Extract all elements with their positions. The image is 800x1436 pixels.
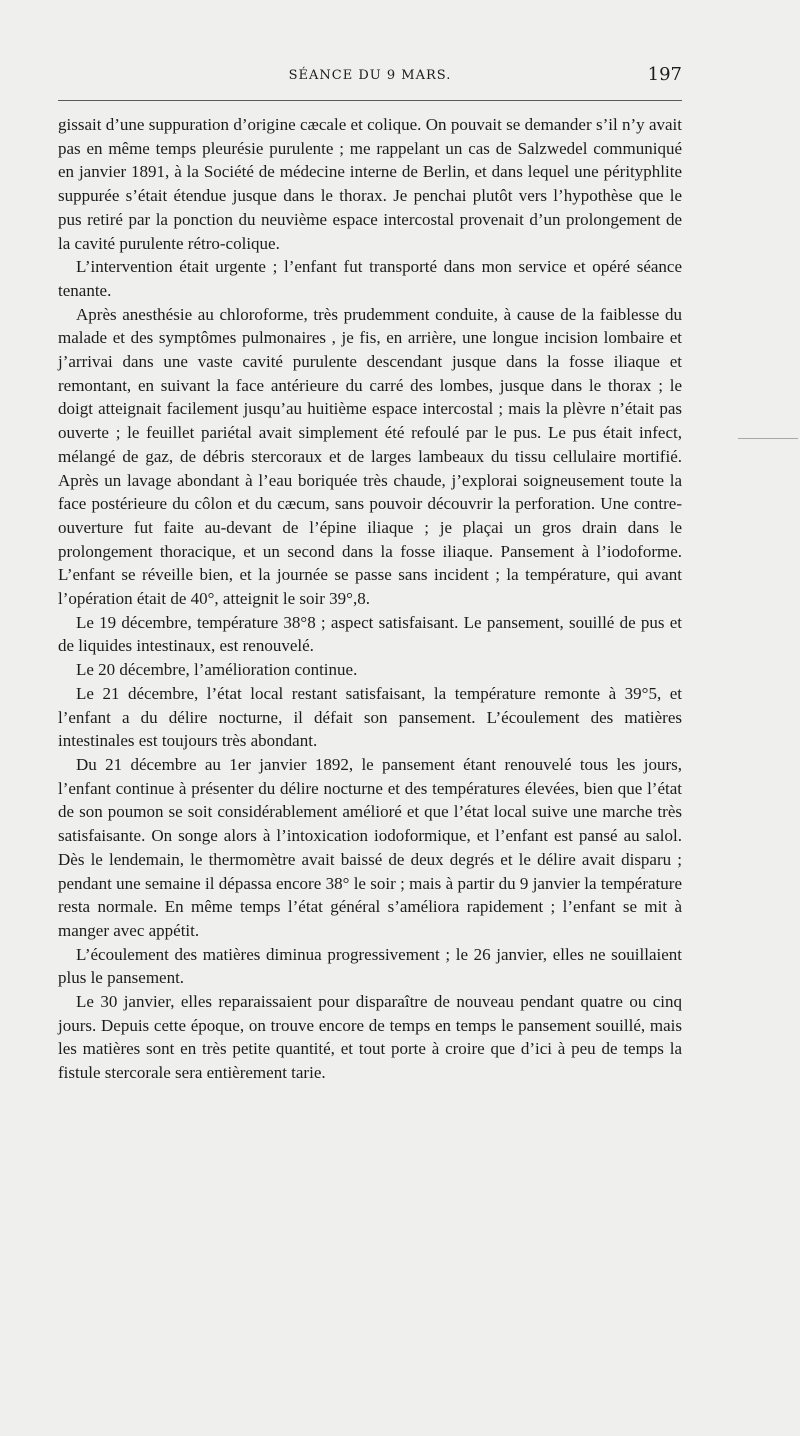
paragraph-30-january: Le 30 janvier, elles reparaissaient pour disparaître de nouveau pendant quatre ou cinq jours. Depuis cette époque, on trouve encore de temps en temps le pansement souillé, mais les matières sont en très petite quantité, et tout porte à croire que d’ici à peu de temps la fistule stercorale sera entièrement tarie. — [58, 992, 682, 1083]
paragraph-20-december: Le 20 décembre, l’amélioration continue. — [76, 660, 358, 680]
paragraph-21-december-to-1-january: Du 21 décembre au 1er janvier 1892, le pansement étant renouvelé tous les jours, l’enfant continue à présenter du délire nocturne et des températures élevées, bien que l’état de son poumon se soit considérablement amélioré et que l’état local suive une marche très satisfaisante. On songe alors à l’intoxication iodoformique, et l’enfant est pansé au salol. Dès le lendemain, le thermomètre avait baissé de deux degrés et le délire avait disparu ; pendant une semaine il dépassa encore 38° le soir ; mais à partir du 9 janvier la température resta normale. En même temps l’état général s’améliora rapidement ; l’enfant se mit à manger avec appétit. — [58, 754, 682, 940]
page-number: 197 — [647, 64, 682, 85]
margin-mark — [738, 438, 798, 439]
paragraph-26-january: L’écoulement des matières diminua progressivement ; le 26 janvier, elles ne souillaient plus le pansement. — [58, 944, 682, 988]
running-title: SÉANCE DU 9 MARS. — [288, 68, 452, 83]
paragraph-continuation: gissait d’une suppuration d’origine cæcale et colique. On pouvait se demander s’il n’y avait pas en même temps pleurésie purulente ; me rappelant un cas de Salzwedel communiqué en janvier 1891, à la Société de médecine interne de Berlin, et dans lequel une pérityphlite suppurée s’était étendue jusque dans le thorax. Je penchai plutôt vers l’hypothèse que le pus retiré par la ponction du neuvième espace intercostal provenait d’un prolongement de la cavité purulente rétro-colique. — [58, 115, 682, 253]
header-rule — [58, 100, 682, 101]
running-head — [58, 64, 682, 92]
paragraph-intervention: L’intervention était urgente ; l’enfant fut transporté dans mon service et opéré séance tenante. — [58, 257, 682, 300]
paragraph-19-december: Le 19 décembre, température 38°8 ; aspect satisfaisant. Le pansement, souillé de pus et de liquides intestinaux, est renouvelé. — [58, 612, 682, 656]
paragraph-21-december: Le 21 décembre, l’état local restant satisfaisant, la température remonte à 39°5, et l’enfant a du délire nocturne, il défait son pansement. L’écoulement des matières intestinales est toujours très abondant. — [58, 683, 682, 751]
paragraph-operation: Après anesthésie au chloroforme, très prudemment conduite, à cause de la faiblesse du malade et des symptômes pulmonaires , je fis, en arrière, une longue incision lombaire et j’arrivai dans une vaste cavité purulente descendant jusque dans la fosse iliaque et remontant, en suivant la face antérieure du carré des lombes, jusque dans le thorax ; le doigt atteignait facilement jusqu’au huitième espace intercostal ; mais la plèvre n’était pas ouverte ; le feuillet pariétal avait simplement été refoulé par le pus. Le pus était infect, mélangé de gaz, de débris stercoraux et de larges lambeaux du tissu cellulaire mortifié. Après un lavage abondant à l’eau boriquée très chaude, j’explorai soigneusement toute la face postérieure du côlon et du cæcum, sans pouvoir découvrir la perforation. Une contre-ouverture fut faite au-devant de l’épine iliaque ; je plaçai un gros drain dans le prolongement thoracique, et un second dans la fosse iliaque. Pansement à l’iodoforme. L’enfant se réveille bien, et la journée se passe sans incident ; la température, qui avant l’opération était de 40°, atteignit le soir 39°,8. — [58, 304, 682, 609]
body-text — [58, 113, 682, 1085]
